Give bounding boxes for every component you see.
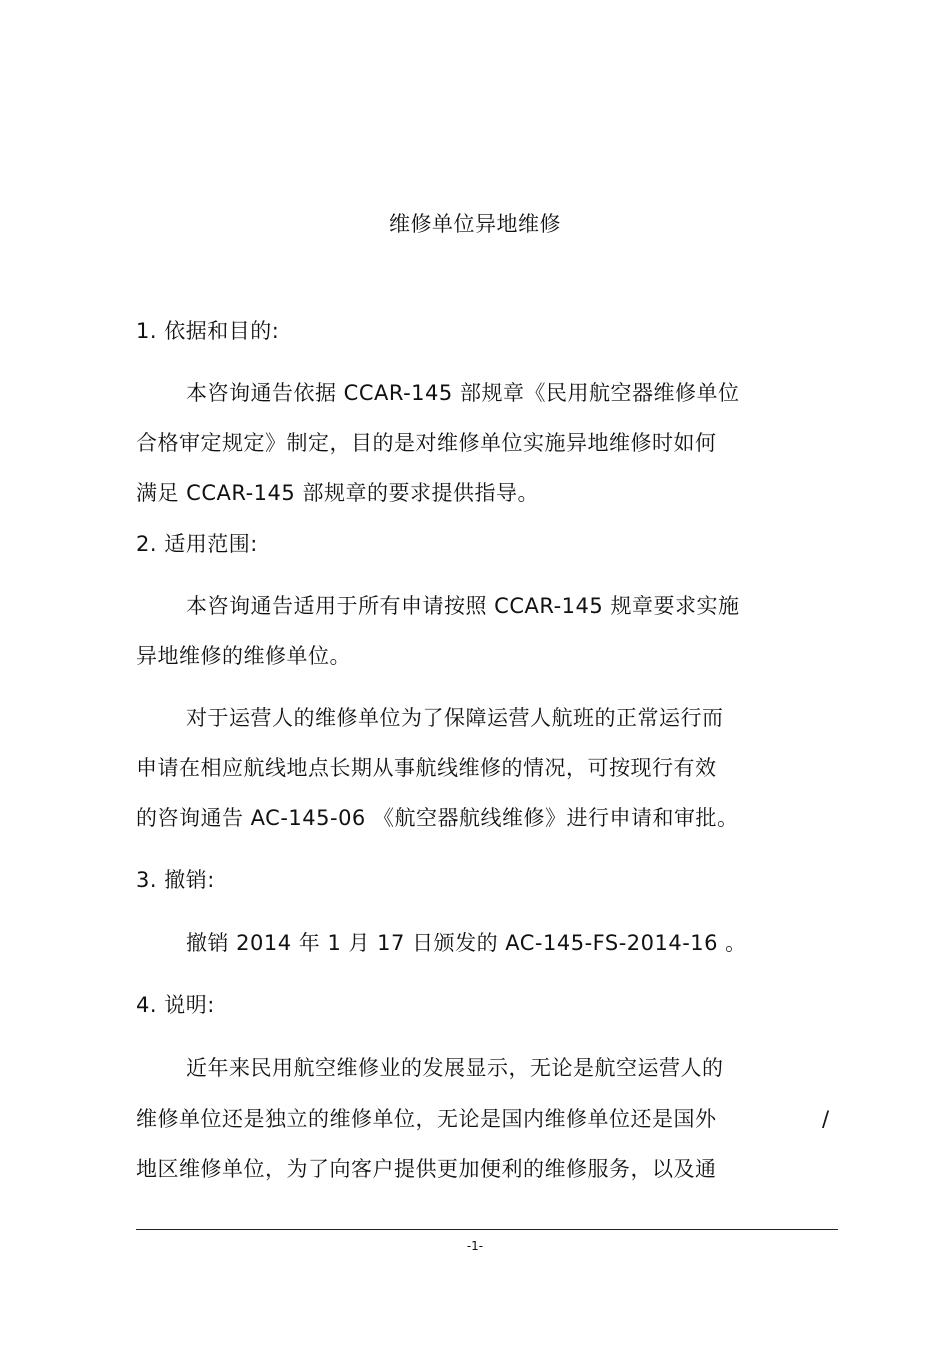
document-title: 维修单位异地维修 (389, 212, 561, 236)
paragraph-line: 地区维修单位，为了向客户提供更加便利的维修服务，以及通 (136, 1157, 717, 1181)
paragraph-line: 合格审定规定》制定，目的是对维修单位实施异地维修时如何 (136, 431, 717, 455)
page-number: -1- (466, 1239, 484, 1253)
section-heading-basis: 1. 依据和目的: (136, 319, 280, 343)
paragraph-line: 对于运营人的维修单位为了保障运营人航班的正常运行而 (186, 706, 724, 730)
paragraph-line: 异地维修的维修单位。 (136, 644, 351, 668)
paragraph-line: 的咨询通告 AC-145-06 《航空器航线维修》进行申请和审批。 (136, 806, 739, 830)
paragraph-line: 本咨询通告依据 CCAR-145 部规章《民用航空器维修单位 (186, 381, 740, 405)
section-heading-scope: 2. 适用范围: (136, 532, 258, 556)
footer-divider (136, 1229, 838, 1230)
section-heading-revocation: 3. 撤销: (136, 868, 215, 892)
paragraph-line: 满足 CCAR-145 部规章的要求提供指导。 (136, 481, 539, 505)
section-heading-explanation: 4. 说明: (136, 993, 215, 1017)
paragraph-line: 撤销 2014 年 1 月 17 日颁发的 AC-145-FS-2014-16 。 (186, 931, 747, 955)
paragraph-line: 申请在相应航线地点长期从事航线维修的情况，可按现行有效 (136, 756, 717, 780)
paragraph-line: 维修单位还是独立的维修单位，无论是国内维修单位还是国外 (136, 1107, 717, 1131)
paragraph-line: 近年来民用航空维修业的发展显示，无论是航空运营人的 (186, 1056, 724, 1080)
slash-separator: / (822, 1107, 830, 1131)
paragraph-line: 本咨询通告适用于所有申请按照 CCAR-145 规章要求实施 (186, 594, 740, 618)
